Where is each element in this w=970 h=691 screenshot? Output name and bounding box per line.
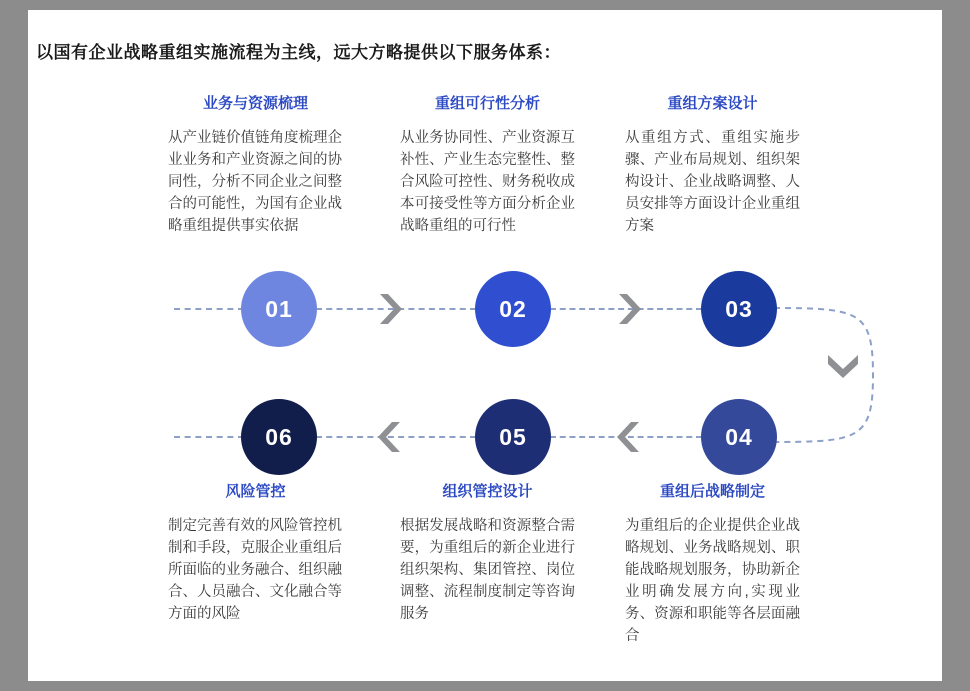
step-number-05: 05 [499,423,527,450]
step-circle-05[interactable] [475,399,551,475]
step-block-03 [625,92,800,237]
step-body-03: 从重组方式、重组实施步骤、产业布局规划、组织架构设计、企业战略调整、人员安排等方面设计企业重组方案 [625,130,800,234]
step-body-06: 制定完善有效的风险管控机制和手段，克服企业重组后所面临的业务融合、组织融合、人员融合、文化融合等方面的风险 [168,518,342,622]
arrow-left-icon [378,422,400,452]
step-block-02 [400,92,575,237]
arrow-right-icon [619,294,641,324]
step-body-02: 从业务协同性、产业资源互补性、产业生态完整性、整合风险可控性、财务税收成本可接受性等方面分析企业战略重组的可行性 [400,130,575,234]
step-circle-06[interactable] [241,399,317,475]
arrow-right-icon [380,294,402,324]
step-title-04: 重组后战略制定 [659,483,765,500]
connector-line-left-top [174,308,244,310]
step-block-06 [168,480,343,625]
step-number-02: 02 [499,295,527,322]
step-number-01: 01 [265,295,293,322]
step-number-03: 03 [725,295,753,322]
step-block-01 [168,92,343,237]
step-circle-01[interactable] [241,271,317,347]
step-body-05: 根据发展战略和资源整合需要，为重组后的新企业进行组织架构、集团管控、岗位调整、流程制度制定等咨询服务 [400,518,575,622]
step-title-06: 风险管控 [225,483,286,500]
step-circle-03[interactable] [701,271,777,347]
step-title-01: 业务与资源梳理 [202,95,308,112]
step-title-03: 重组方案设计 [667,95,758,112]
step-circle-04[interactable] [701,399,777,475]
step-block-05 [400,480,575,625]
connector-line-left-bottom [174,436,244,438]
step-block-04 [625,480,800,647]
step-body-04: 为重组后的企业提供企业战略规划、业务战略规划、职能战略规划服务，协助新企业明确发展方向,实现业务、资源和职能等各层面融合 [625,518,800,644]
step-title-05: 组织管控设计 [442,483,533,500]
arrow-left-icon [617,422,639,452]
arrow-down-icon [828,355,858,379]
diagram-canvas [28,10,942,681]
step-body-01: 从产业链价值链角度梳理企业业务和产业资源之间的协同性，分析不同企业之间整合的可能性，为国有企业战略重组提供事实依据 [168,130,342,234]
step-number-04: 04 [725,423,753,450]
step-title-02: 重组可行性分析 [434,95,540,112]
page-title: 以国有企业战略重组实施流程为主线，远大方略提供以下服务体系： [36,43,561,62]
step-circle-02[interactable] [475,271,551,347]
step-number-06: 06 [265,423,293,450]
